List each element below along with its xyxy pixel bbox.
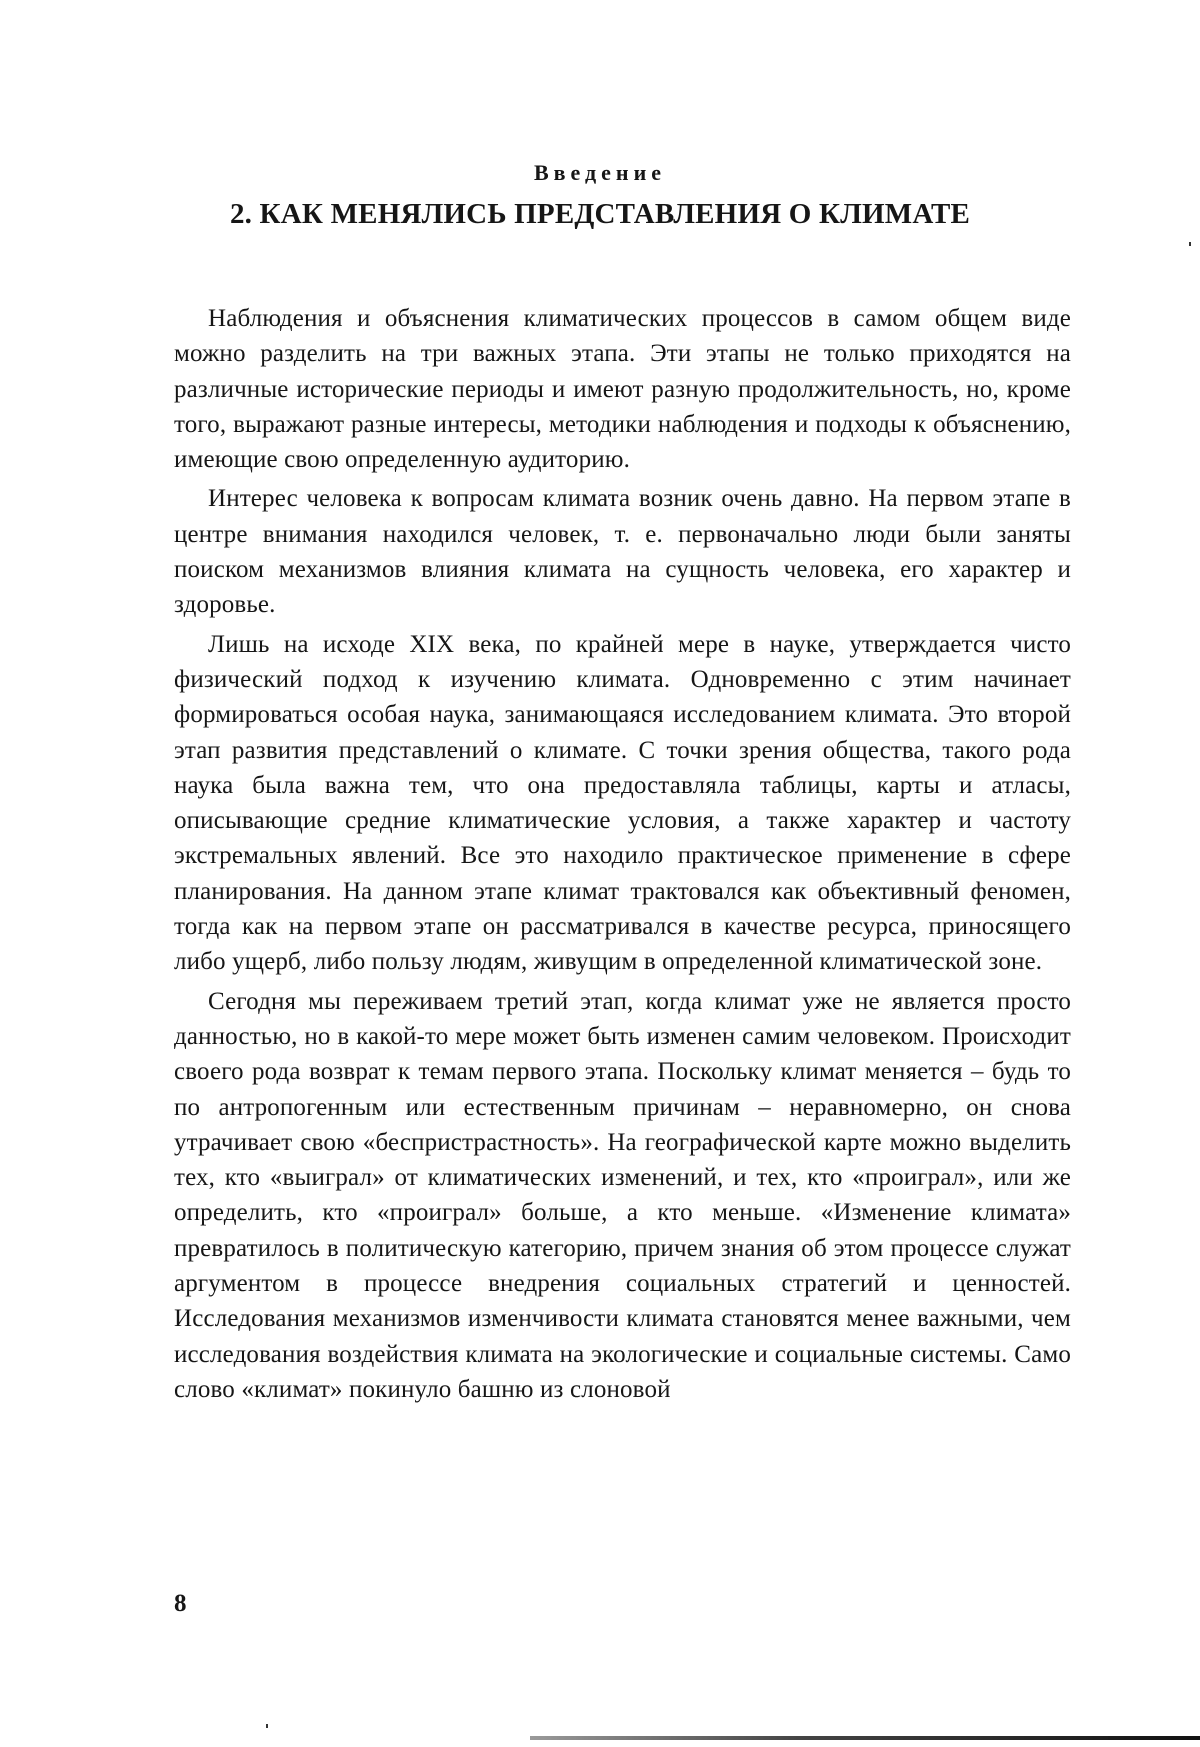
scan-speck [266, 1724, 268, 1728]
scan-speck [1189, 242, 1191, 246]
paragraph: Наблюдения и объяснения климатических процессов в самом общем виде можно разделить на три важных этапа. Эти этапы не только приходятся на различные исторические периоды и имеют разную продолжительность, но, кроме того, выражают разные интересы, методики наблюдения и подходы к объяснению, имеющие свою определенную аудиторию. [174, 305, 1071, 474]
body-text [174, 301, 1071, 1407]
section-title: 2. КАК МЕНЯЛИСЬ ПРЕДСТАВЛЕНИЯ О КЛИМАТЕ [229, 198, 971, 230]
paragraph: Сегодня мы переживаем третий этап, когда климат уже не является просто данностью, но в какой-то мере может быть изменен самим человеком. Происходит своего рода возврат к темам первого этапа. Поскольку климат меняется – будь то по антропогенным или естественным причинам – неравномерно, он снова утрачивает свою «беспристрастность». На географической карте можно выделить тех, кто «выиграл» от климатических изменений, и тех, кто «проиграл», или же определить, кто «проиграл» больше, а кто меньше. «Изменение климата» превратилось в политическую категорию, причем знания об этом процессе служат аргументом в процессе внедрения социальных стратегий и ценностей. Исследования механизмов изменчивости климата становятся менее важными, чем исследования воздействия климата на экологические и социальные системы. Само слово «климат» покинуло башню из слоновой [174, 987, 1071, 1403]
paragraph: Лишь на исходе XIX века, по крайней мере в науке, утверждается чисто физический подход к изучению климата. Одновременно с этим начинает формироваться особая наука, занимающаяся исследованием климата. Это второй этап развития представлений о климате. С точки зрения общества, такого рода наука была важна тем, что она предоставляла таблицы, карты и атласы, описывающие средние климатические условия, а также характер и частоту экстремальных явлений. Все это находило практическое применение в сфере планирования. На данном этапе климат трактовался как объективный феномен, тогда как на первом этапе он рассматривался в качестве ресурса, приносящего либо ущерб, либо пользу людям, живущим в определенной климатической зоне. [174, 630, 1071, 976]
running-head: Введение [533, 160, 667, 185]
page-number: 8 [174, 1590, 187, 1617]
paragraph: Интерес человека к вопросам климата возник очень давно. На первом этапе в центре внимания находился человек, т. е. первоначально люди были заняты поиском механизмов влияния климата на сущность человека, его характер и здоровье. [174, 485, 1071, 619]
scan-edge-rule [530, 1736, 1200, 1740]
